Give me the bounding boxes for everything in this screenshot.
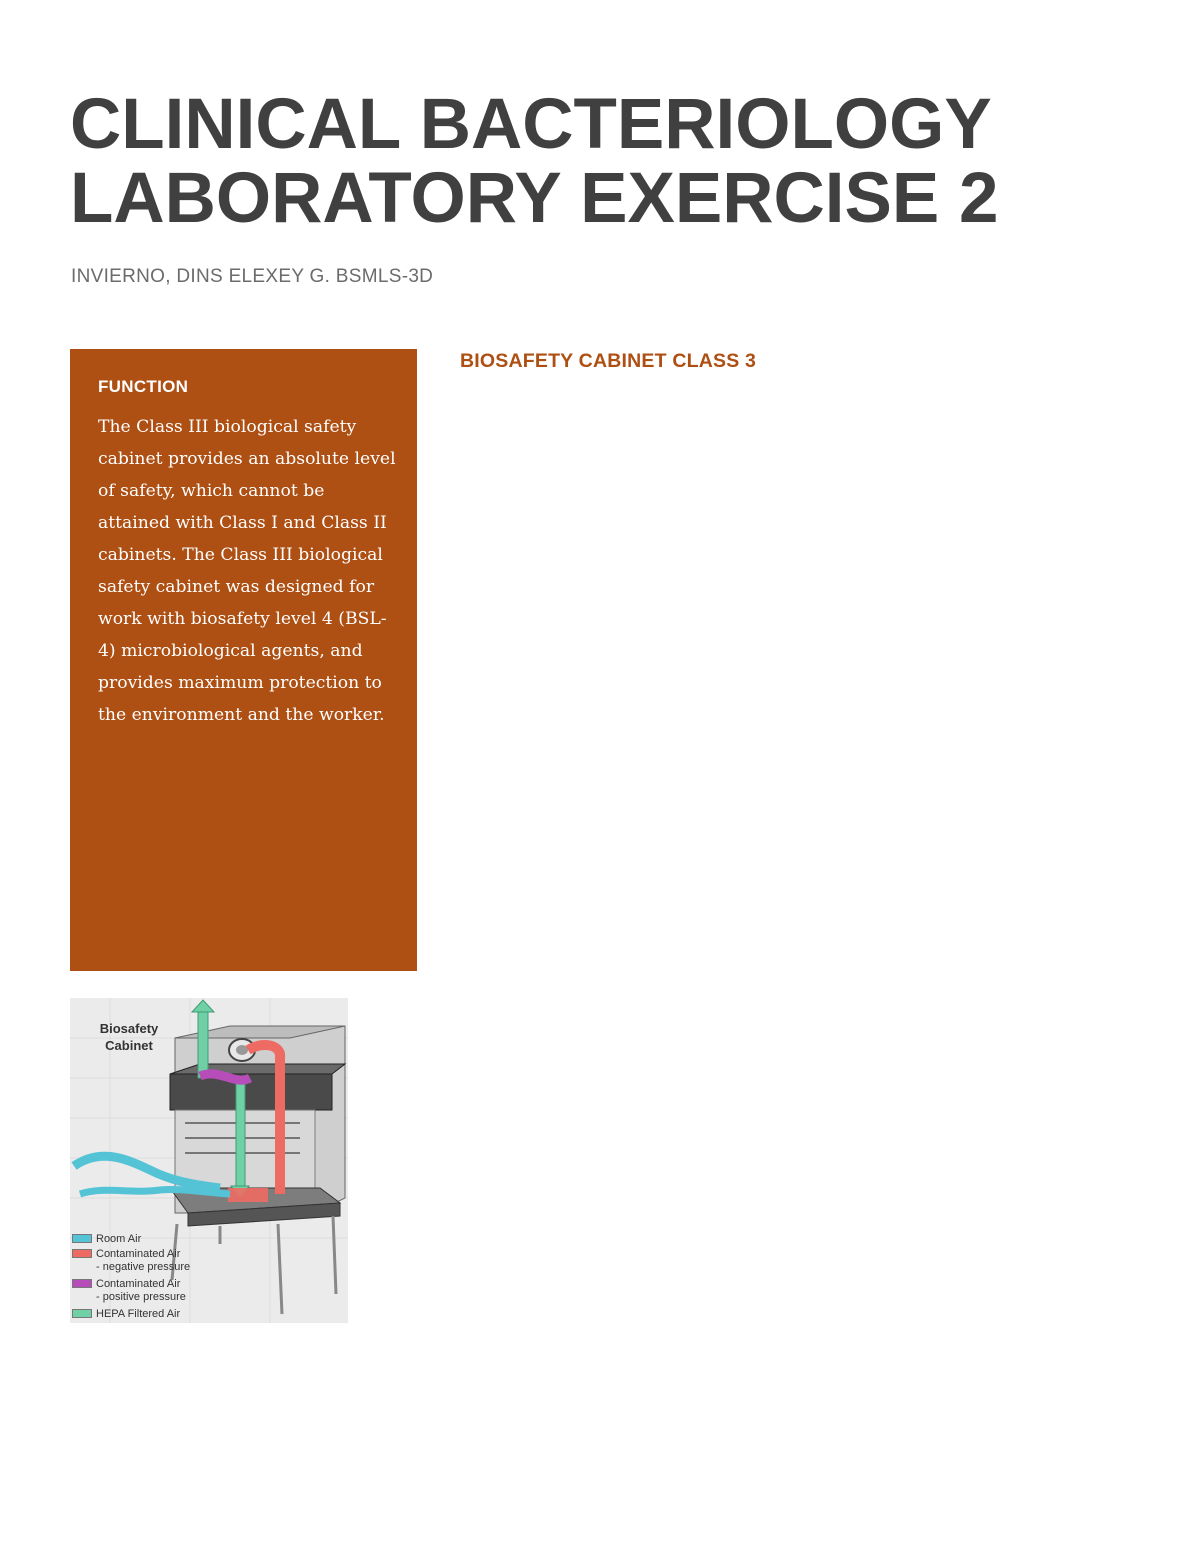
sidebar-heading: FUNCTION [98,377,189,396]
legend-item [72,1246,190,1261]
figure-title-line-1: Biosafety [99,1021,159,1036]
title-line-2: LABORATORY EXERCISE 2 [70,159,999,238]
figure-title [84,1020,174,1054]
function-sidebar [70,349,417,971]
legend-swatch-room-air [72,1234,92,1243]
document-title [70,85,999,238]
legend-swatch-hepa-filtered [72,1309,92,1318]
section-heading: BIOSAFETY CABINET CLASS 3 [460,350,757,372]
legend-sublabel: - negative pressure [96,1261,191,1273]
figure-title-line-2: Cabinet [105,1038,153,1053]
figure-legend [72,1231,190,1321]
legend-label: HEPA Filtered Air [96,1307,181,1320]
legend-label: Contaminated Air [96,1277,181,1290]
sidebar-body-text: The Class III biological safety cabinet provides an absolute level of safety, which cannot be attained with Class I and Class II cabinets. The Class III biological safety cabinet was designed for work with biosafety level 4 (BSL-4) microbiological agents, and provides maximum protection to the environment and the worker. [98,417,396,725]
legend-swatch-contaminated-positive [72,1279,92,1288]
legend-swatch-contaminated-negative [72,1249,92,1258]
author-line: INVIERNO, DINS ELEXEY G. BSMLS-3D [71,266,434,287]
legend-label: Contaminated Air [96,1247,181,1260]
legend-label: Room Air [96,1232,142,1245]
legend-item [72,1276,190,1291]
legend-item [72,1231,190,1246]
legend-item [72,1306,190,1321]
legend-sublabel: - positive pressure [96,1291,186,1303]
biosafety-cabinet-figure [70,998,348,1323]
title-line-1: CLINICAL BACTERIOLOGY [70,85,992,164]
